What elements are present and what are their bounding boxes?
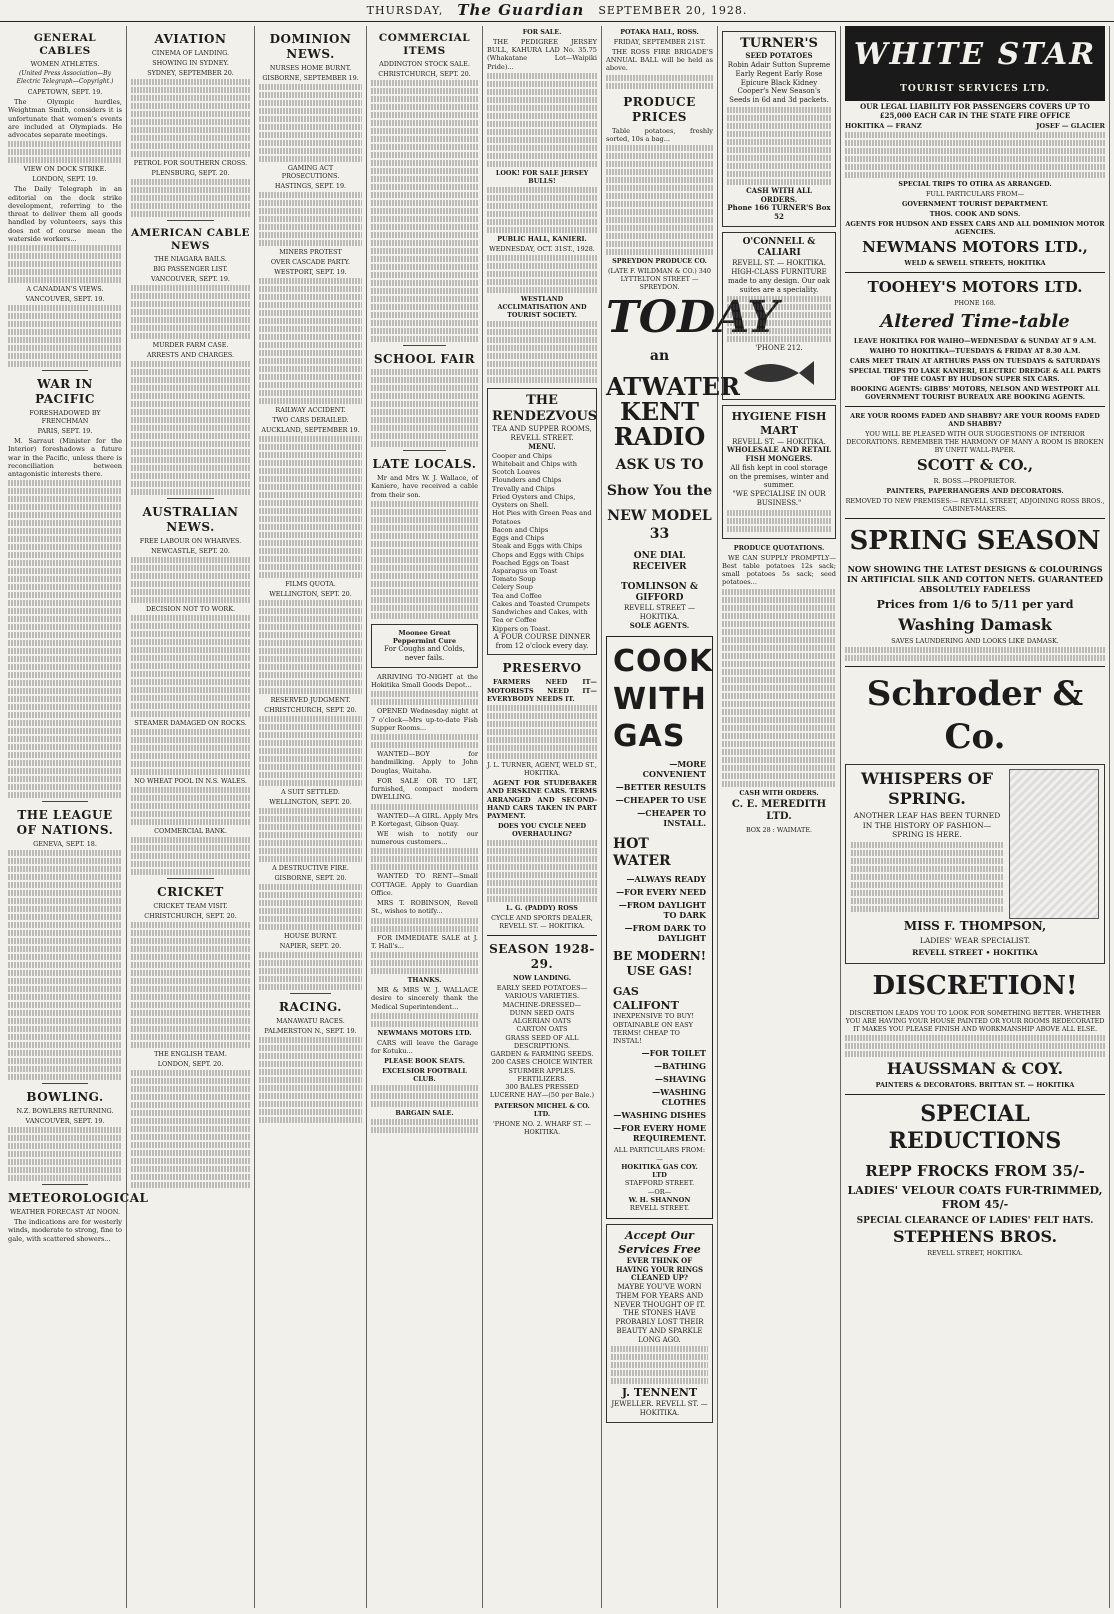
paterson-address: 'PHONE NO. 2. WHARF ST. — HOKITIKA. [493,1119,591,1136]
menu-item: Cooper and Chips [492,451,552,460]
altered-line: CARS MEET TRAIN AT ARTHURS PASS ON TUESDAYS & SATURDAYS [849,357,1101,366]
season-item: 200 CASES CHOICE WINTER STURMER APPLES. [491,1058,593,1075]
masthead-day: THURSDAY, [366,3,444,17]
season-item: CARTON OATS [516,1025,568,1034]
hokitika-gas: HOKITIKA GAS COY. LTD [621,1162,698,1180]
gas-califont-terms: INEXPENSIVE TO BUY! OBTAINABLE ON EASY TERMS! CHEAP TO INSTAL! [613,1012,694,1046]
dateline: WESTPORT, SEPT. 19. [274,268,347,276]
menu-item: Fried Oysters and Chips, Oysters on Shell. [492,492,576,510]
special-trips-otira: SPECIAL TRIPS TO OTIRA AS ARRANGED. [898,180,1052,189]
heading-american-cable-news: AMERICAN CABLE NEWS [131,227,250,253]
gas-califont: GAS CALIFONT [613,984,679,1012]
subheading-cascade: OVER CASCADE PARTY. [270,258,351,266]
heading-meteorological: METEOROLOGICAL [8,1191,149,1206]
timetable-header [845,122,1105,130]
turners-cash: CASH WITH ALL ORDERS. [746,185,812,204]
white-star-subtitle: TOURIST SERVICES LTD. [845,84,1105,101]
dateline: NAPIER, SEPT. 20. [279,942,342,950]
haussman-address: PAINTERS & DECORATORS. BRITTAN ST. — HOKITIKA [875,1080,1075,1089]
heading-for-sale: FOR SALE. [522,28,562,36]
subheading-house-burnt: HOUSE BURNT. [283,932,338,940]
ad-accept-services [606,1224,713,1422]
repp-frocks: REPP FROCKS FROM 35/- [865,1161,1085,1180]
dateline: GENEVA, SEPT. 18. [33,840,97,849]
heading-season: SEASON 1928-29. [489,942,595,972]
hot-water-benefit: —FROM DAYLIGHT TO DARK [618,899,706,920]
potaka-notice: THE ROSS FIRE BRIGADE'S ANNUAL BALL will be held as above. [606,48,713,73]
dateline: GISBORNE, SEPT. 20. [274,874,347,882]
classified-ad: WANTED—A GIRL. Apply Mrs P. Kortegast, Gibson Quay. [371,811,478,828]
menu-item: Poached Eggs on Toast [492,558,570,567]
article-paragraph: M. Sarraut (Minister for the Interior) foreshadows a future war in the Pacific, unless there is reconciliation between antagonistic interests there. [8,437,122,478]
newmans-address: WELD & SEWELL STREETS, HOKITIKA [904,259,1046,268]
cook-with-gas-title: COOK WITH GAS [613,644,714,755]
accept-title: Accept Our Services Free [618,1229,701,1257]
subheading-petrol: PETROL FOR SOUTHERN CROSS. [133,159,248,167]
classified-book-seats: PLEASE BOOK SEATS. [384,1057,465,1066]
classified-ad: FOR SALE OR TO LET, furnished, compact modern DWELLING. [371,776,478,802]
heading-general-cables: GENERAL CABLES [33,32,97,58]
classified-ad: CARS will leave the Garage for Kotuku... [371,1038,478,1056]
subheading-suit-settled: A SUIT SETTLED. [281,788,340,796]
special-reductions: SPECIAL REDUCTIONS [888,1100,1062,1155]
article-paragraph: The indications are for westerly winds, moderate to strong, fine to gale, with scattered showers... [8,1218,122,1243]
credit-line: (United Press Association—By Electric Telegraph—Copyright.) [16,70,114,85]
dateline: PARIS, SEPT. 19. [37,427,93,436]
new-model: NEW MODEL 33 [607,508,712,542]
classified-ad: THE PEDIGREE JERSEY BULL, KAHURA LAD No. 35.75 (Whakatane Lot—Waipiki Pride)... [487,38,597,71]
season-item: MACHINE-DRESSED— [502,1000,582,1009]
faded-rooms: ARE YOUR ROOMS FADED AND SHABBY? ARE YOUR ROOMS FADED AND SHABBY? [850,412,1100,429]
preservo-tagline: FARMERS NEED IT—MOTORISTS NEED IT—EVERYBODY NEEDS IT. [487,678,597,703]
dateline: GISBORNE, SEPTEMBER 19. [262,74,359,82]
masthead-date: SEPTEMBER 20, 1928. [598,3,748,17]
subheading-weather-forecast: WEATHER FORECAST AT NOON. [9,1208,120,1217]
classified-ad: OPENED Wednesday night at 7 o'clock—Mrs up-to-date Fish Supper Rooms... [371,707,478,732]
ad-oconnell-caliari [722,232,836,400]
heading-late-locals: LATE LOCALS. [372,457,477,472]
subheading-english-team: THE ENGLISH TEAM. [154,1050,227,1059]
scott-proprietor: R. BOSS.—PROPRIETOR. [933,477,1017,486]
meredith-cash: CASH WITH ORDERS. [739,788,819,797]
heading-school-fair: SCHOOL FAIR [373,352,476,367]
menu-item: Kippers on Toast. [492,624,551,633]
heading-australian-news: AUSTRALIAN NEWS. [142,505,239,535]
hot-water: HOT WATER [613,835,671,870]
ad-hygiene-fish-mart [722,405,836,539]
rendezvous-menu [492,452,592,633]
today-word: TODAY [606,292,779,344]
dateline: AUCKLAND, SEPTEMBER 19. [261,426,360,434]
heading-preservo: PRESERVO [502,661,582,676]
rendezvous-dinner: A FOUR COURSE DINNER from 12 o'clock every day. [493,632,591,650]
potaka-date: FRIDAY, SEPTEMBER 21ST. [613,38,706,46]
subheading-addington: ADDINGTON STOCK SALE. [379,60,470,69]
shannon-address: REVELL STREET. [629,1204,690,1213]
dateline: CAPETOWN, SEPT. 19. [27,88,103,97]
gas-benefit: —CHEAPER TO INSTALL. [637,807,706,828]
dateline: CHRISTCHURCH, SEPT. 20. [378,70,471,79]
season-item: FERTILIZERS. [517,1074,567,1083]
radio-word: RADIO [613,422,706,452]
altered-line: SPECIAL TRIPS TO LAKE KANIERI, ELECTRIC DREDGE & ALL PARTS OF THE COAST BY HUDSON SUPER SIX CARS. [849,367,1101,384]
sole-agents: SOLE AGENTS. [629,620,690,630]
thompson-address: REVELL STREET • HOKITIKA [912,947,1038,957]
gas-benefit: —CHEAPER TO USE [615,794,706,805]
classified-heading-excelsior: EXCELSIOR FOOTBALL CLUB. [382,1067,467,1084]
subheading-cinema: CINEMA OF LANDING. [151,49,230,57]
heading-cricket: CRICKET [157,885,224,900]
menu-item: Whitebait and Chips with Scotch Loaves [492,459,577,477]
dateline: WEDNESDAY, OCT. 31ST., 1928. [489,244,595,253]
menu-item: Flounders and Chips [492,476,562,485]
spring-paragraph: NOW SHOWING THE LATEST DESIGNS & COLOURINGS IN ARTIFICIAL SILK AND COTTON NETS. GUARANTEED ABSOLUTELY FADELESS [847,563,1103,594]
rendezvous-menu-label: MENU. [528,441,556,451]
classified-ad: MRS T. ROBINSON, Revell St., wishes to notify... [371,899,478,916]
potaka-hall: POTAKA HALL, ROSS. [620,28,699,36]
turners-item: Early Regent Early Rose [735,69,823,78]
heading-bowling: BOWLING. [26,1090,104,1105]
subheading-arrests: ARRESTS AND CHARGES. [146,351,235,360]
subheading-wheat-pool: NO WHEAT POOL IN N.S. WALES. [134,777,247,786]
ad-whispers-of-spring [845,764,1105,964]
white-star-liability: OUR LEGAL LIABILITY FOR PASSENGERS COVERS UP TO £25,000 EACH CAR IN THE STATE FIRE OFFICE [860,101,1090,120]
hokitika-gas-address: STAFFORD STREET. [624,1179,695,1188]
subheading-canadian-views: A CANADIAN'S VIEWS. [26,285,104,294]
subheading-free-labour: FREE LABOUR ON WHARVES. [139,537,242,546]
classified-heading-bargain: BARGAIN SALE. [395,1109,454,1118]
oconnell-address: REVELL ST. — HOKITIKA. [732,259,826,268]
hygiene-specialise: "WE SPECIALISE IN OUR BUSINESS." [732,490,826,507]
discretion: DISCRETION! [872,971,1078,1002]
subheading-destructive-fire: A DESTRUCTIVE FIRE. [272,864,349,872]
subheading-nz-bowlers: N.Z. BOWLERS RETURNING. [16,1107,114,1116]
season-item: GARDEN & FARMING SEEDS. [490,1050,594,1059]
hot-water-benefit: —FOR EVERY NEED [616,886,706,897]
heading-league-of-nations: THE LEAGUE OF NATIONS. [16,808,114,838]
hudson-essex-agents: AGENTS FOR HUDSON AND ESSEX CARS AND ALL DOMINION MOTOR AGENCIES. [845,220,1105,237]
heading-war-in-pacific: WAR IN PACIFIC [35,377,95,407]
booking-agents: BOOKING AGENTS: GIBBS' MOTORS, NELSON AND WESTPORT ALL GOVERNMENT TOURIST BUREAUX ARE BOOKING AGENTS. [850,385,1100,402]
damask-tagline: SAVES LAUNDERING AND LOOKS LIKE DAMASK. [891,637,1059,646]
tennent-address: JEWELLER. REVELL ST. — HOKITIKA. [611,1400,708,1417]
ad-title: Moonee Great Peppermint Cure [392,628,457,646]
season-item: GRASS SEED OF ALL DESCRIPTIONS. [505,1033,579,1050]
classified-ad: ARRIVING TO-NIGHT at the Hokitika Small Goods Depot... [371,672,478,690]
menu-item: Chops and Eggs with Chips [492,550,584,559]
classified-heading-thanks: THANKS. [407,976,442,985]
column-shop-ads [718,26,841,1608]
one-dial: ONE DIAL RECEIVER [632,551,687,573]
season-item: EARLY SEED POTATOES— [496,984,588,993]
scott-co: SCOTT & CO., [916,456,1034,475]
menu-item: Trevally and Chips [492,484,555,493]
column-classifieds [483,26,602,1608]
article-paragraph: The Olympic hurdles, Weightman Smith, considers it is unfortunate that women's events are included at Olympiads. He advocates separate meetings. [8,98,122,140]
subheading-niagara: THE NIAGARA BAILS. [154,255,227,264]
dateline: HASTINGS, SEPT. 19. [274,182,347,190]
full-particulars: FULL PARTICULARS FROM— [926,190,1024,199]
article-paragraph: The Daily Telegraph in an editorial on the dock strike development, referring to the threat to deliver them all goods handled by volunteers, says this does not of course mean the waterside workers... [8,185,122,243]
be-modern: BE MODERN! USE GAS! [613,948,706,978]
thos-cook: THOS. COOK AND SONS. [929,210,1021,219]
oconnell-phone: 'PHONE 212. [755,344,803,353]
hot-water-benefit: —ALWAYS READY [626,873,706,884]
menu-item: Cakes and Toasted Crumpets [492,599,590,608]
washing-damask: Washing Damask [898,615,1052,635]
produce-quotations: PRODUCE QUOTATIONS. [733,543,825,552]
schroder-co: Schroder & Co. [866,674,1084,757]
subheading-women-athletes: WOMEN ATHLETES. [30,60,100,69]
cycle-dealer: L. G. (PADDY) ROSS [506,904,578,913]
ad-turners [722,31,836,227]
oconnell-paragraph: HIGH-CLASS FURNITURE made to any design. Our oak suites are a speciality. [727,268,831,294]
califont-use: —WASHING DISHES [613,1110,706,1121]
turners-item: Epicure Black Kidney [740,78,818,87]
menu-item: Hot Pies with Green Peas and Potatoes [492,509,592,526]
subheading-passenger-list: BIG PASSENGER LIST. [153,265,228,274]
atwater-word: ATWATER [606,371,740,401]
column-commercial-items [367,26,483,1608]
masthead-publication: The Guardian [457,1,585,20]
menu-item: Tea and Coffee [492,591,542,600]
heading-produce-prices: PRODUCE PRICES [623,94,696,124]
accept-paragraph: MAYBE YOU'VE WORN THEM FOR YEARS AND NEVER THOUGHT OF IT. THE STONES HAVE PROBABLY LOST THEIR BEAUTY AND SPARKLE LONG AGO. [613,1283,706,1344]
subheading-foreshadowed: FORESHADOWED BY FRENCHMAN [29,409,101,426]
produce-prices-paragraph: Table potatoes, freshly sorted, 10s a bag... [606,126,713,143]
tomlinson-gifford: TOMLINSON & GIFFORD [620,581,699,603]
dateline: PLENSBURG, SEPT. 20. [151,169,230,177]
white-star-banner: WHITE STAR [845,26,1105,84]
tennent: J. TENNENT [621,1386,698,1400]
califont-use: —WASHING CLOTHES [652,1087,706,1108]
hygiene-title: HYGIENE FISH MART [731,410,827,437]
oconnell-title: O'CONNELL & CALIARI [742,236,816,258]
shannon: W. H. SHANNON [628,1195,691,1204]
menu-item: Asparagus on Toast [492,566,558,575]
classified-ad: MR & MRS W. J. WALLACE desire to sincerely thank the Medical Superintendent... [371,986,478,1011]
menu-item: Celery Soup [492,583,533,592]
menu-item: Tomato Soup [492,575,536,584]
heading-acclimatisation: WESTLAND ACCLIMATISATION AND TOURIST SOCIETY. [497,294,587,319]
spreydon-produce: SPREYDON PRODUCE CO. [612,257,707,266]
dateline: CHRISTCHURCH, SEPT. 20. [144,912,237,921]
ad-cook-with-gas [606,636,713,1219]
column-aviation [127,26,255,1608]
season-item: ALGERIAN OATS [512,1017,572,1026]
dateline: SYDNEY, SEPTEMBER 20. [147,69,234,77]
menu-item: Sandwiches and Cakes, with Tea or Coffee [492,608,588,625]
turners-seeds: Cooper's New Season's Seeds in 6d and 3d packets. [729,87,829,104]
gas-or: —OR— [647,1187,672,1196]
classified-jersey-bulls: LOOK! FOR SALE JERSEY BULLS! [495,168,589,185]
cycle-headline: DOES YOU CYCLE NEED OVERHAULING? [497,822,587,839]
fish-illustration-icon [739,353,819,393]
rendezvous-title: THE RENDEZVOUS [492,392,598,425]
dateline: CHRISTCHURCH, SEPT. 20. [264,706,357,714]
faded-paragraph: YOU WILL BE PLEASED WITH OUR SUGGESTIONS OF INTERIOR DECORATIONS. REMEMBER THE HARMONY OF MANY A ROOM IS BROKEN BY UNFIT WALL-PAPER. [846,430,1104,455]
dateline: VANCOUVER, SEPT. 19. [151,275,230,284]
scott-trades: PAINTERS, PAPERHANGERS AND DECORATORS. [886,487,1064,496]
hygiene-address: REVELL ST. — HOKITIKA. [732,437,826,446]
classified-heading-newmans: NEWMANS MOTORS LTD. [377,1028,472,1037]
heading-commercial-items: COMMERCIAL ITEMS [378,32,471,58]
turners-title: TURNER'S [740,36,818,51]
subheading-steamer: STEAMER DAMAGED ON ROCKS. [134,719,247,728]
thompson-title: LADIES' WEAR SPECIALIST. [919,936,1031,946]
velour-coats: LADIES' VELOUR COATS FUR-TRIMMED, FROM 45/- [847,1184,1103,1212]
paterson-michel: PATERSON MICHEL & CO. LTD. [494,1101,590,1118]
califont-use: —BATHING [654,1061,706,1072]
subheading-reserved-judgment: RESERVED JUDGMENT. [270,696,351,704]
heading-public-hall: PUBLIC HALL, KANIERI. [497,234,587,243]
califont-use: —FOR TOILET [641,1048,706,1059]
classified-ad: WANTED—BOY for handmilking. Apply to John Douglas, Waitaha. [371,750,478,775]
subheading-commercial-bank: COMMERCIAL BANK. [154,827,227,836]
tomlinson-address: REVELL STREET — HOKITIKA. [624,604,695,621]
ad-subtitle: For Coughs and Colds, never fails. [384,645,465,663]
dateline: VANCOUVER, SEPT. 19. [25,295,105,304]
season-now-landing: NOW LANDING. [513,974,571,983]
dateline: WELLINGTON, SEPT. 20. [269,590,352,598]
whispers-title: WHISPERS OF SPRING. [860,769,994,809]
subheading-cricket-team: CRICKET TEAM VISIT. [153,902,228,911]
subheading-dock-strike: VIEW ON DOCK STRIKE. [23,165,107,174]
felt-hats: SPECIAL CLEARANCE OF LADIES' FELT HATS. [856,1215,1094,1226]
classified-ad: FOR IMMEDIATE SALE at J. T. Hall's... [371,933,478,950]
altered-line: WAIHO TO HOKITIKA—TUESDAYS & FRIDAY AT 8.30 A.M. [869,347,1081,356]
meredith-address: BOX 28 : WAIMATE. [745,825,813,834]
hot-water-benefit: —FROM DARK TO DAYLIGHT [624,922,706,943]
dateline: VANCOUVER, SEPT. 19. [25,1117,105,1126]
menu-item: Bacon and Chips [492,525,549,534]
rendezvous-subtitle: TEA AND SUPPER ROOMS, REVELL STREET. [492,425,592,443]
classified-ad: WE wish to notify our numerous customers... [371,829,478,847]
altered-line: LEAVE HOKITIKA FOR WAIHO—WEDNESDAY & SUNDAY AT 9 A.M. [853,337,1097,346]
dateline: PALMERSTON N., SEPT. 19. [264,1027,357,1035]
today-an: an [649,348,670,365]
altered-timetable: Altered Time-table [880,310,1070,332]
produce-quotations-paragraph: WE CAN SUPPLY PROMPTLY— Best table potatoes 12s sack; small potatoes 5s sack; seed potatoes... [722,553,836,587]
subheading-two-cars: TWO CARS DERAILED. [272,416,349,424]
stephens-address: REVELL STREET, HOKITIKA. [927,1249,1023,1258]
fashion-figure-icon [1009,769,1099,919]
discretion-paragraph: DISCRETION LEADS YOU TO LOOK FOR SOMETHING BETTER. WHETHER YOU ARE HAVING YOUR HOUSE PAINTED OR YOUR ROOMS REDECORATED IT MAKES YOU PLEASE FINISH AND WORKMANSHIP ABOVE ALL ELSE. [845,1008,1105,1033]
dateline: LONDON, SEPT. 20. [157,1060,224,1069]
whispers-paragraph: ANOTHER LEAF HAS BEEN TURNED IN THE HISTORY OF FASHION—SPRING IS HERE. [853,811,1001,840]
heading-racing: RACING. [279,1000,342,1014]
subheading-showing: SHOWING IN SYDNEY. [152,59,229,67]
government-tourist: GOVERNMENT TOURIST DEPARTMENT. [901,200,1049,209]
spring-season: SPRING SEASON [849,526,1101,557]
stephens-bros: STEPHENS BROS. [892,1227,1058,1247]
dateline: LONDON, SEPT. 19. [32,175,98,184]
haussman: HAUSSMAN & COY. [886,1058,1064,1078]
classified-ad: WANTED TO RENT—Small COTTAGE. Apply to Guardian Office. [371,872,478,897]
column-general-cables [4,26,149,1608]
season-item: 300 BALES PRESSED LUCERNE HAY—(50 per Bale.) [489,1083,595,1100]
hygiene-paragraph: All fish kept in cool storage on the premises, winter and summer. [729,463,829,490]
califont-use: —FOR EVERY HOME REQUIREMENT. [613,1123,706,1144]
turners-phone: Phone 166 TURNER'S Box 52 [727,203,831,221]
article-paragraph: Mr and Mrs W. J. Wallace, of Kaniere, have received a cable from their son. [371,474,478,499]
meredith-title: C. E. MEREDITH LTD. [731,798,827,823]
spring-prices: Prices from 1/6 to 5/11 per yard [876,597,1074,611]
newmans-motors: NEWMANS MOTORS LTD., [862,238,1088,257]
ad-rendezvous [487,388,597,655]
menu-item: Eggs and Chips [492,534,545,543]
studebaker-agent: AGENT FOR STUDEBAKER AND ERSKINE CARS. TERMS ARRANGED AND SECOND-HAND CARS TAKEN IN PART PAYMENT. [487,779,597,820]
preservo-agent: J. L. TURNER, AGENT, WELD ST., HOKITIKA. [487,761,597,778]
subheading-decision: DECISION NOT TO WORK. [145,605,236,614]
menu-item: Steak and Eggs with Chips [492,542,583,551]
scott-new-premises: REMOVED TO NEW PREMISES:— REVELL STREET, ADJOINING ROSS BROS., CABINET-MAKERS. [845,497,1105,514]
califont-use: —SHAVING [654,1074,706,1085]
spreydon-address: (LATE F. WILDMAN & CO.) 340 LYTTELTON STREET — SPREYDON. [608,267,711,292]
subheading-manawatu: MANAWATU RACES. [276,1017,345,1025]
dateline: WELLINGTON, SEPT. 20. [269,798,352,806]
cycle-dealer-address: CYCLE AND SPORTS DEALER, REVELL ST. — HOKITIKA. [491,914,593,931]
column-display-ads [841,26,1110,1608]
accept-subtitle: EVER THINK OF HAVING YOUR RINGS CLEANED UP? [615,1255,704,1283]
dateline: NEWCASTLE, SEPT. 20. [151,547,230,556]
subheading-murder-farm: MURDER FARM CASE. [152,341,229,350]
toohey-phone: PHONE 168. [954,298,996,307]
kent-word: KENT [620,396,699,426]
column-dominion-news [255,26,367,1608]
season-item: VARIOUS VARIETIES. [505,992,579,1001]
season-items [487,984,597,1099]
timetable-right: JOSEF — GLACIER [1036,122,1105,131]
heading-dominion-news: DOMINION NEWS. [269,32,352,61]
toohey-motors: TOOHEY'S MOTORS LTD. [867,278,1083,297]
heading-aviation: AVIATION [154,32,227,46]
subheading-films-quota: FILMS QUOTA. [285,580,336,588]
show-you: Show You the [606,482,713,499]
turners-item: Robin Adair Sutton Supreme [727,61,831,69]
subheading-gaming-act: GAMING ACT PROSECUTIONS. [281,164,340,180]
gas-benefit: —MORE CONVENIENT [642,758,706,779]
gas-particulars: ALL PARTICULARS FROM:— [613,1146,706,1163]
masthead [0,0,1114,22]
subheading-railway-accident: RAILWAY ACCIDENT. [275,406,346,414]
turners-subtitle: SEED POTATOES [745,51,813,61]
gas-benefit: —BETTER RESULTS [615,781,706,792]
hygiene-wholesale: WHOLESALE AND RETAIL FISH MONGERS. [727,445,831,464]
thompson-name: MISS F. THOMPSON, [903,919,1047,934]
subheading-nurses-home: NURSES HOME BURNT. [269,64,352,72]
subheading-miners-protest: MINERS PROTEST [279,248,342,256]
timetable-left: HOKITIKA — FRANZ [845,122,922,131]
season-item: DUNN SEED OATS [509,1008,575,1017]
ad-peppermint-cure [371,624,478,668]
ask-us: ASK US TO [615,457,704,474]
